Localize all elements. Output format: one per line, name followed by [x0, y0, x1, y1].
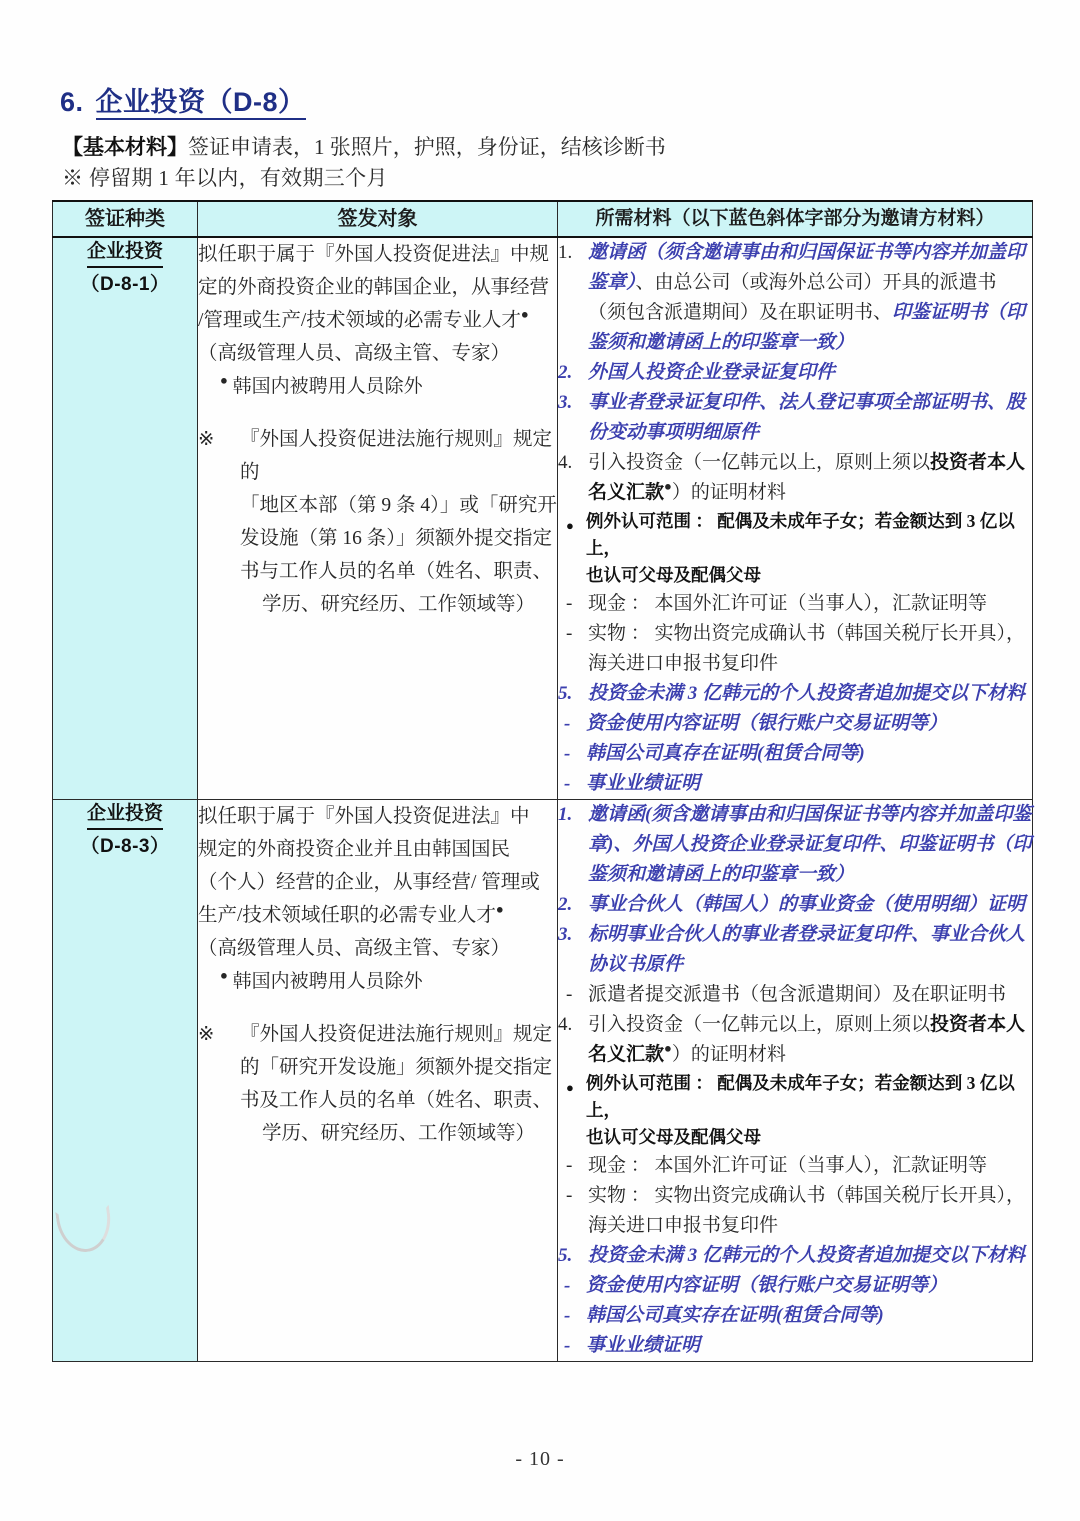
target-line: （高级管理人员、高级主管、专家） [198, 938, 511, 959]
doc-item-marker: 1. [558, 804, 573, 825]
doc-item-marker: 3. [558, 392, 573, 413]
spacer [198, 998, 557, 1018]
doc-item-marker: - [564, 713, 571, 734]
doc-item-body: 事业业绩证明 [586, 1335, 701, 1356]
table-header [53, 201, 1033, 237]
doc-item-body [588, 1010, 1032, 1070]
doc-item-2 [558, 358, 1032, 388]
doc-seal-certificate-blue: 印鉴证明书（印鉴须和邀请函上的印鉴章一致） [588, 302, 1026, 353]
header-visa-type: 签证种类 [53, 201, 198, 237]
doc-invitation-letter-blue: 邀请函（须含邀请事由和归国保证书等内容并加盖印鉴章） [588, 242, 1026, 293]
doc-item-body: 标明事业合伙人的事业者登录证复印件、事业合伙人协议书原件 [588, 924, 1026, 975]
doc-sub-item [558, 1301, 1032, 1331]
header-required-materials: 所需材料（以下蓝色斜体字部分为邀请方材料） [558, 201, 1033, 237]
doc-item-marker: 5. [558, 683, 573, 704]
doc-item4-plain-b: ）的证明材料 [671, 482, 786, 503]
doc-exception-note [558, 508, 1032, 589]
target-star-note [198, 965, 557, 998]
doc-sub-item [558, 709, 1032, 739]
note-mark: ※ [198, 1024, 215, 1045]
footnote-marker: ● [664, 478, 672, 494]
visa-type-cell-d8-1 [53, 237, 198, 800]
note-line: 『外国人投资促进法施行规则』规定的 [240, 429, 553, 483]
note-line: 学历、研究经历、工作领域等） [261, 1123, 535, 1144]
note-mark: ※ [198, 429, 215, 450]
doc-item-marker: 4. [558, 1014, 573, 1035]
doc-item-body [588, 238, 1032, 358]
footnote-marker: ● [220, 372, 228, 388]
footnote-marker: ● [220, 967, 228, 983]
doc-item-marker: 2. [558, 362, 573, 383]
target-line: （高级管理人员、高级主管、专家） [198, 343, 511, 364]
doc-item-body: 现金 ： 本国外汇许可证（当事人），汇款证明等 [588, 1155, 988, 1176]
doc-item-body [588, 1181, 1032, 1241]
doc-exception-note-body [586, 1070, 1032, 1151]
target-line: 拟任职于属于『外国人投资促进法』中规 [198, 244, 550, 265]
visa-type-name: 企业投资 [87, 238, 163, 268]
target-line [198, 899, 557, 932]
basic-materials-text: 签证申请表，1 张照片，护照，身份证，结核诊断书 [188, 135, 666, 159]
doc-item-1 [558, 238, 1032, 358]
table-header-row [53, 201, 1033, 237]
visa-table [52, 200, 1033, 1362]
doc-in-kind-item [558, 1181, 1032, 1241]
visa-table-wrapper [52, 200, 1032, 1362]
note-line: 的「研究开发设施」须额外提交指定 [240, 1057, 553, 1078]
doc-item-body: 事业合伙人（韩国人）的事业资金（使用明细）证明 [588, 894, 1026, 915]
doc-item-marker: 2. [558, 894, 573, 915]
doc-in-kind-line: 海关进口申报书复印件 [588, 653, 779, 674]
target-line-text: /管理或生产/技术领域的必需专业人才 [198, 310, 521, 331]
doc-in-kind-line: 海关进口申报书复印件 [588, 1215, 779, 1236]
section-number: 6. [60, 87, 84, 117]
note-line: 书及工作人员的名单（姓名、职责、 [240, 1090, 553, 1111]
doc-item-body: 韩国公司真实存在证明(租赁合同等) [586, 1305, 884, 1326]
target-cell-d8-3 [198, 800, 558, 1362]
doc-item-body: 派遣者提交派遣书（包含派遣期间）及在职证明书 [588, 984, 1007, 1005]
doc-item-2 [558, 890, 1032, 920]
note-line: 『外国人投资促进法施行规则』规定 [240, 1024, 553, 1045]
exception-line: 也认可父母及配偶父母 [586, 565, 761, 585]
page-title [60, 80, 306, 119]
basic-materials-line [62, 132, 1012, 163]
footnote-marker: ● [566, 518, 574, 533]
doc-sub-item [558, 769, 1032, 799]
doc-item-3 [558, 388, 1032, 448]
footnote-marker: ● [566, 1080, 574, 1095]
doc-sub-item [558, 1331, 1032, 1361]
footnote-marker: ● [664, 1040, 672, 1056]
doc-dispatch-sub-item [558, 980, 1032, 1010]
target-line: 定的外商投资企业的韩国企业，从事经营 [198, 277, 550, 298]
target-star-note [198, 370, 557, 403]
visa-type-name: 企业投资 [87, 800, 163, 830]
table-row [53, 237, 1033, 800]
target-star-note-text: 韩国内被聘用人员除外 [232, 376, 423, 397]
doc-item-body: 外国人投资企业登录证复印件 [588, 362, 836, 383]
doc-item-body [588, 619, 1032, 679]
doc-item-marker: - [566, 1155, 573, 1176]
doc-item-marker: - [566, 1185, 573, 1206]
target-star-note-text: 韩国内被聘用人员除外 [232, 971, 423, 992]
visa-type-code: （D-8-1） [80, 274, 170, 295]
doc-in-kind-line: 实物 ： 实物出资完成确认书（韩国关税厅长开具）， [588, 623, 1026, 644]
visa-type-cell-d8-3 [53, 800, 198, 1362]
exception-line: 例外认可范围 ： 配偶及未成年子女；若金额达到 3 亿以上， [586, 1073, 1015, 1120]
target-line: 规定的外商投资企业并且由韩国国民 [198, 839, 511, 860]
doc-item-body: 投资金未满 3 亿韩元的个人投资者追加提交以下材料 [588, 683, 1026, 704]
note-mark: ※ [62, 166, 84, 190]
doc-item-body: 资金使用内容证明（银行账户交易证明等） [586, 1275, 948, 1296]
table-body [53, 237, 1033, 1362]
visa-type-code: （D-8-3） [80, 836, 170, 857]
footnote-marker: ● [520, 306, 529, 322]
page-footer [0, 1448, 1080, 1471]
spacer [198, 403, 557, 423]
table-row [53, 800, 1033, 1362]
note-line: 「地区本部（第 9 条 4）」或「研究开 [240, 495, 557, 516]
basic-materials-label: 【基本材料】 [62, 135, 188, 159]
doc-item4-plain-a: 引入投资金（一亿韩元以上，原则上须以 [588, 1014, 931, 1035]
doc-item-body: 投资金未满 3 亿韩元的个人投资者追加提交以下材料 [588, 1245, 1026, 1266]
doc-item-5 [558, 1241, 1032, 1271]
doc-cash-item [558, 1151, 1032, 1181]
doc-item-marker: 5. [558, 1245, 573, 1266]
doc-item-1 [558, 800, 1032, 890]
doc-item-marker: - [564, 743, 571, 764]
doc-item4-bold: 投资者本人名义汇款 [588, 452, 1026, 503]
doc-item-marker: 1. [558, 242, 573, 263]
page-number: - 10 - [515, 1448, 565, 1470]
target-extra-note [198, 423, 557, 621]
doc-item-body: 韩国公司真存在证明(租赁合同等) [586, 743, 865, 764]
doc-item-marker: - [566, 593, 573, 614]
doc-item-body: 邀请函(须含邀请事由和归国保证书等内容并加盖印鉴章)、外国人投资企业登录证复印件、印鉴证明书（印鉴须和邀请函上的印鉴章一致） [588, 804, 1032, 885]
doc-item-body: 资金使用内容证明（银行账户交易证明等） [586, 713, 948, 734]
doc-in-kind-item [558, 619, 1032, 679]
documents-cell-d8-1 [558, 237, 1033, 800]
doc-item-5 [558, 679, 1032, 709]
intro-block [62, 132, 1012, 194]
note-body [240, 423, 557, 621]
doc-in-kind-line: 实物 ： 实物出资完成确认书（韩国关税厅长开具）， [588, 1185, 1026, 1206]
header-target: 签发对象 [198, 201, 558, 237]
exception-line: 例外认可范围 ： 配偶及未成年子女；若金额达到 3 亿以上， [586, 511, 1015, 558]
doc-item-3 [558, 920, 1032, 980]
doc-item-body: 事业者登录证复印件、法人登记事项全部证明书、股份变动事项明细原件 [588, 392, 1026, 443]
section-title-text: 企业投资（D-8） [96, 87, 306, 120]
doc-exception-note [558, 1070, 1032, 1151]
doc-item-4 [558, 1010, 1032, 1070]
doc-item-marker: 3. [558, 924, 573, 945]
doc-item-marker: - [566, 984, 573, 1005]
stay-period-line [62, 163, 1012, 194]
target-extra-note [198, 1018, 557, 1150]
doc-item-marker: - [564, 1335, 571, 1356]
doc-item-4 [558, 448, 1032, 508]
stay-period-text: 停留期 1 年以内，有效期三个月 [88, 166, 388, 190]
doc-item-body: 现金 ： 本国外汇许可证（当事人），汇款证明等 [588, 593, 988, 614]
doc-item-marker: - [566, 623, 573, 644]
doc-item-body: 事业业绩证明 [586, 773, 701, 794]
doc-sub-item [558, 739, 1032, 769]
note-body [240, 1018, 557, 1150]
target-line-text: 生产/技术领域任职的必需专业人才 [198, 905, 496, 926]
note-line: 发设施（第 16 条）」须额外提交指定 [240, 528, 553, 549]
doc-item-marker: 4. [558, 452, 573, 473]
footnote-marker: ● [495, 901, 504, 917]
doc-item-marker: - [564, 1305, 571, 1326]
documents-cell-d8-3 [558, 800, 1033, 1362]
doc-item-body [588, 448, 1032, 508]
doc-item4-bold: 投资者本人名义汇款 [588, 1014, 1026, 1065]
target-cell-d8-1 [198, 237, 558, 800]
doc-item4-plain-b: ）的证明材料 [671, 1044, 786, 1065]
doc-exception-note-body [586, 508, 1032, 589]
target-line: 拟任职于属于『外国人投资促进法』中 [198, 806, 530, 827]
doc-item4-plain-a: 引入投资金（一亿韩元以上，原则上须以 [588, 452, 931, 473]
note-line: 书与工作人员的名单（姓名、职责、 [240, 561, 553, 582]
doc-item-marker: - [564, 1275, 571, 1296]
target-line: （个人）经营的企业，从事经营/ 管理或 [198, 872, 540, 893]
note-line: 学历、研究经历、工作领域等） [261, 594, 535, 615]
target-line [198, 304, 557, 337]
doc-item-marker: - [564, 773, 571, 794]
doc-item1-plain: 、由总公司（或海外总公司）开具的派遣书（须包含派遣期间）及在职证明书、 [588, 272, 997, 323]
doc-cash-item [558, 589, 1032, 619]
doc-sub-item [558, 1271, 1032, 1301]
exception-line: 也认可父母及配偶父母 [586, 1127, 761, 1147]
